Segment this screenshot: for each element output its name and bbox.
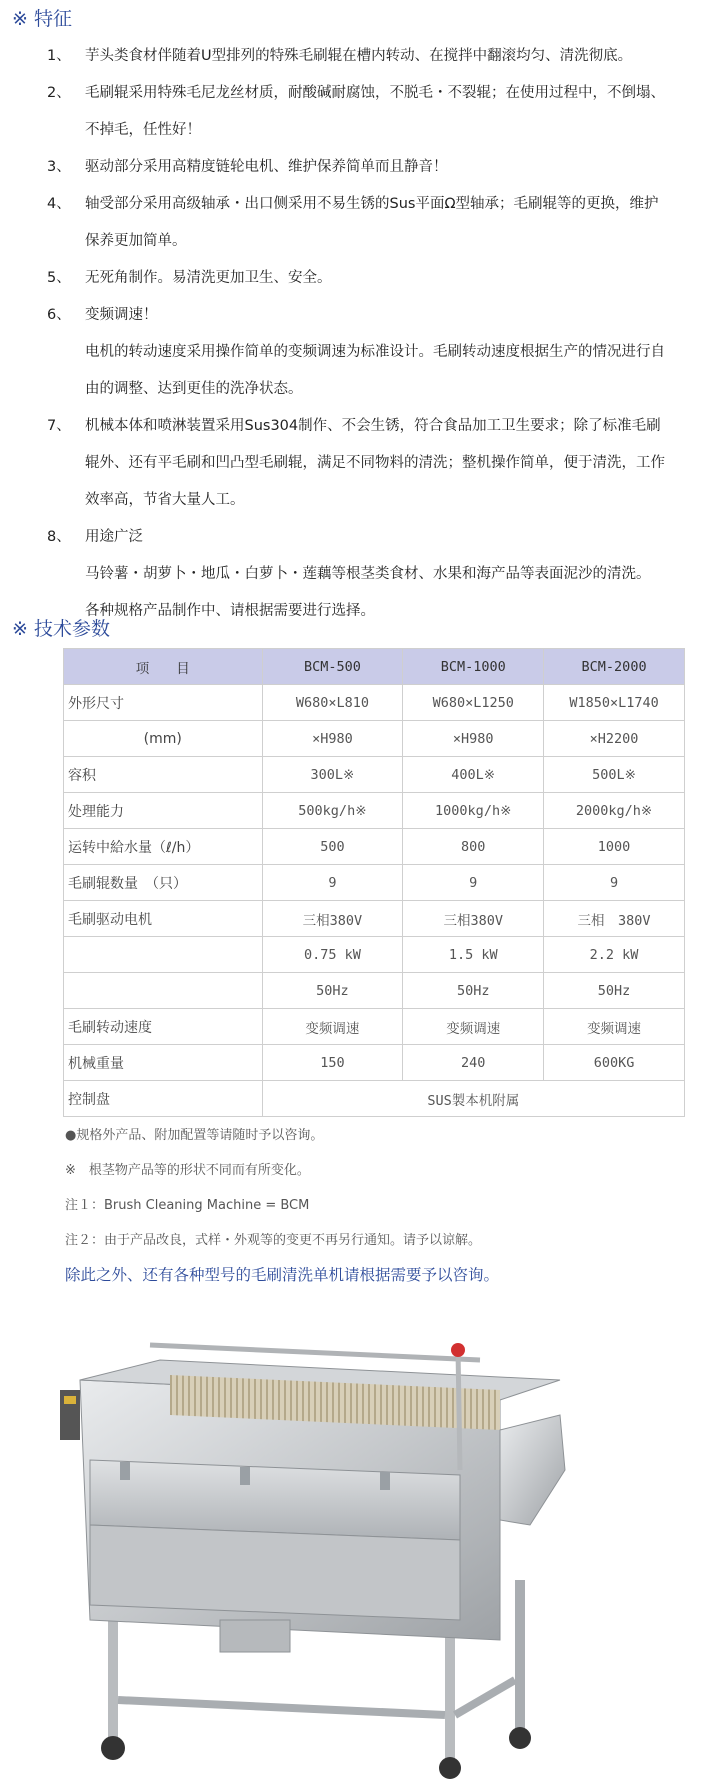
discharge-chute [500,1415,565,1525]
feature-number: 7、 [47,418,71,434]
feature-number: 5、 [47,270,71,286]
lower-frame-bar [118,1700,445,1715]
front-panel-lower [90,1525,460,1620]
lid-clip [240,1467,250,1485]
spec-value: 9 [262,865,403,901]
spec-value: W1850×L1740 [544,685,685,721]
spec-value: 三相380V [403,901,544,937]
spec-row [64,721,685,757]
feature-text: 驱动部分采用高精度链轮电机、维护保养简单而且静音！ [85,159,448,175]
feature-number: 1、 [47,48,71,64]
spec-value: 500kg/h※ [262,793,403,829]
feature-text: 无死角制作。易清洗更加卫生、安全。 [85,270,332,286]
spec-value: 150 [262,1045,403,1081]
feature-item [0,408,701,519]
spec-value: ×H980 [262,721,403,757]
spec-value: 0.75 kW [262,937,403,973]
feature-text: 不掉毛，任性好！ [85,122,201,138]
spec-value: 300L※ [262,757,403,793]
side-frame-bar [455,1680,515,1715]
spec-label [64,937,263,973]
spec-table [63,648,685,1117]
lever-knob [451,1343,465,1357]
leg-back-right [515,1580,525,1730]
spec-value: 600KG [544,1045,685,1081]
feature-item [0,75,701,149]
note-3: 注１：Brush Cleaning Machine = BCM [65,1198,310,1213]
feature-text: 变频调速！ [85,307,158,323]
lever [458,1350,460,1470]
feature-item [0,186,701,260]
feature-number: 4、 [47,196,71,212]
feature-text: 各种规格产品制作中、请根据需要进行选择。 [85,603,375,619]
spec-value: 1.5 kW [403,937,544,973]
top-rail [150,1345,480,1360]
spec-value: ×H980 [403,721,544,757]
leg-front-left [108,1620,118,1740]
lid-clip [120,1462,130,1480]
spec-value: 500L※ [544,757,685,793]
leg-front-right [445,1630,455,1760]
feature-item [0,38,701,75]
spec-value: 三相380V [262,901,403,937]
spec-row [64,865,685,901]
feature-text: 机械本体和喷淋装置采用Sus304制作、不会生锈，符合食品加工卫生要求；除了标准毛刷 [85,418,661,434]
header-bcm-1000: BCM-1000 [403,649,544,685]
caster-wheel [509,1727,531,1749]
spec-value: ×H2200 [544,721,685,757]
spec-label: 容积 [64,757,263,793]
feature-number: 3、 [47,159,71,175]
spec-row [64,1045,685,1081]
features-list [0,38,701,630]
note-2: ※ 根茎物产品等的形状不同而有所变化。 [65,1163,310,1178]
header-item: 项 目 [64,649,263,685]
spec-value: 变频调速 [544,1009,685,1045]
spec-row [64,829,685,865]
spec-row [64,973,685,1009]
spec-row [64,1009,685,1045]
notes [65,1118,499,1293]
spec-label: 外形尺寸 [64,685,263,721]
spec-value: 50Hz [544,973,685,1009]
spec-label: 毛刷转动速度 [64,1009,263,1045]
caster-wheel [101,1736,125,1760]
spec-value: 1000kg/h※ [403,793,544,829]
spec-label [64,973,263,1009]
spec-value: 800 [403,829,544,865]
feature-number: 8、 [47,529,71,545]
spec-value: 三相 380V [544,901,685,937]
note-4: 注２：由于产品改良，式样・外观等的变更不再另行通知。请予以谅解。 [65,1233,482,1248]
features-heading: ※ 特征 [12,8,72,30]
spec-heading: ※ 技术参数 [12,618,110,640]
spec-row [64,901,685,937]
spec-value: 50Hz [262,973,403,1009]
spec-row-control-panel [64,1081,685,1117]
spec-label: 毛刷驱动电机 [64,901,263,937]
spec-label: 运转中給水量（ℓ/h） [64,829,263,865]
feature-text: 效率高，节省大量人工。 [85,492,245,508]
spec-value: 9 [544,865,685,901]
spec-value: 变频调速 [403,1009,544,1045]
feature-item [0,297,701,408]
spec-value: 240 [403,1045,544,1081]
caster-wheel [439,1757,461,1779]
lid-clip [380,1472,390,1490]
spec-value: 500 [262,829,403,865]
feature-text: 轴受部分采用高级轴承・出口侧采用不易生锈的Sus平面Ω型轴承；毛刷辊等的更换，维护 [85,196,659,212]
spec-value: W680×L1250 [403,685,544,721]
header-bcm-500: BCM-500 [262,649,403,685]
feature-text: 电机的转动速度采用操作简单的变频调速为标准设计。毛刷转动速度根据生产的情况进行自 [85,344,665,360]
feature-text: 毛刷辊采用特殊毛尼龙丝材质，耐酸碱耐腐蚀，不脱毛・不裂辊；在使用过程中，不倒塌、 [85,85,665,101]
spec-value: W680×L810 [262,685,403,721]
brush-washer-machine-image [60,1320,650,1780]
feature-number: 2、 [47,85,71,101]
spec-value: 400L※ [403,757,544,793]
feature-text: 保养更加简单。 [85,233,187,249]
spec-row [64,685,685,721]
spec-value: 2000kg/h※ [544,793,685,829]
note-1: ●规格外产品、附加配置等请随时予以咨询。 [65,1128,324,1143]
feature-item [0,260,701,297]
feature-number: 6、 [47,307,71,323]
spec-value: 变频调速 [262,1009,403,1045]
feature-text: 辊外、还有平毛刷和凹凸型毛刷辊，满足不同物料的清洗；整机操作简单，便于清洗，工作 [85,455,665,471]
feature-text: 由的调整、达到更佳的洗净状态。 [85,381,303,397]
control-display [64,1396,76,1404]
spec-value: 9 [403,865,544,901]
spec-header-row [64,649,685,685]
spec-label: 机械重量 [64,1045,263,1081]
closing-note: 除此之外、还有各种型号的毛刷清洗单机请根据需要予以咨询。 [65,1266,500,1284]
feature-text: 芋头类食材伴随着U型排列的特殊毛刷辊在槽内转动、在搅拌中翻滚均匀、清洗彻底。 [85,48,633,64]
spec-value: 50Hz [403,973,544,1009]
spec-label: 控制盘 [64,1081,263,1117]
feature-text: 马铃薯・胡萝卜・地瓜・白萝卜・莲藕等根茎类食材、水果和海产品等表面泥沙的清洗。 [85,566,651,582]
motor-housing [220,1620,290,1652]
spec-value: SUS製本机附属 [262,1081,684,1117]
header-bcm-2000: BCM-2000 [544,649,685,685]
feature-text: 用途广泛 [85,529,143,545]
spec-label: 处理能力 [64,793,263,829]
spec-value: 1000 [544,829,685,865]
spec-label: 毛刷辊数量 （只） [64,865,263,901]
spec-row [64,793,685,829]
spec-row [64,757,685,793]
spec-label: (mm) [64,721,263,757]
feature-item [0,149,701,186]
spec-value: 2.2 kW [544,937,685,973]
spec-row [64,937,685,973]
